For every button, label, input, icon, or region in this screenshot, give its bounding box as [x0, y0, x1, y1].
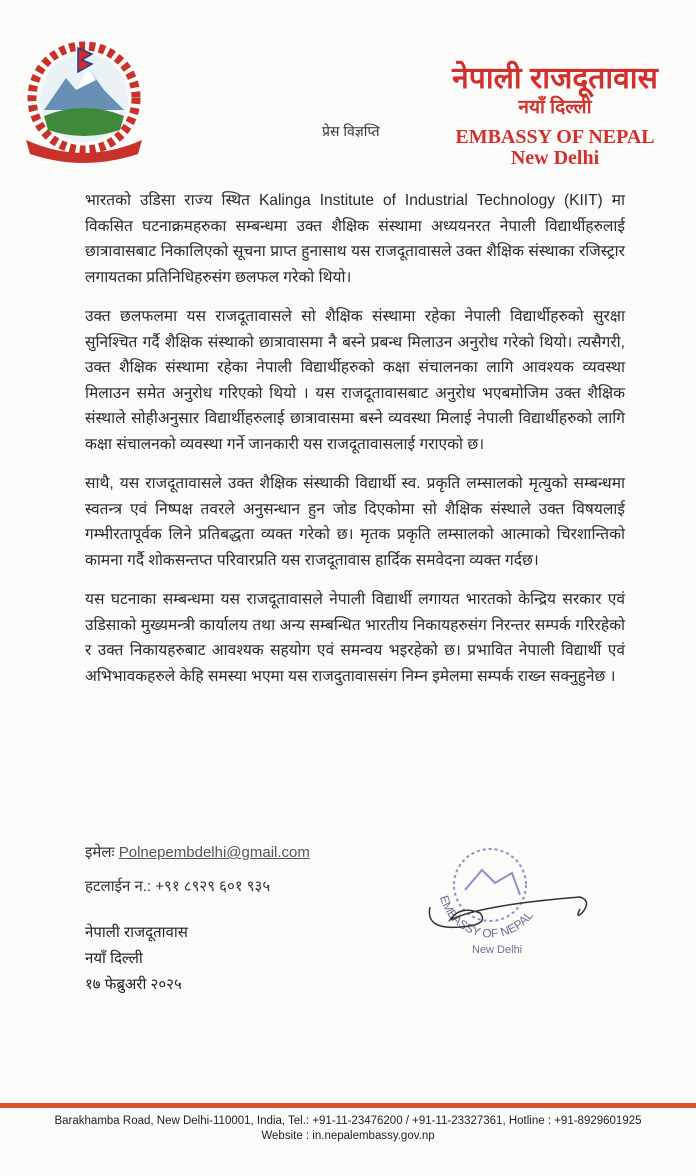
stamp-text: EMBASSY OF NEPAL [436, 893, 536, 941]
signature-date: १७ फेब्रुअरी २०२५ [85, 976, 182, 993]
letterhead-city-nepali: नयाँ दिल्ली [518, 97, 592, 118]
paragraph: भारतको उडिसा राज्य स्थित Kalinga Institute of Industrial Technology (KIIT) मा विकसित घटनाक्रमहरुका सम्बन्धमा उक्त शैक्षिक संस्थामा अध्ययनरत नेपाली विद्यार्थीहरुलाई छात्रावासबाट निकालिएको सूचना प्राप्त हुनासाथ यस राजदूतावासले उक्त शैक्षिक संस्थाका रजिस्ट्रार लगायतका प्रतिनिधिहरुसंग छलफल गरेको थियो। [85, 192, 625, 286]
email-label: इमेलः [85, 844, 115, 861]
paragraph: यस घटनाका सम्बन्धमा यस राजदूतावासले नेपाली विद्यार्थी लगायत भारतको केन्द्रिय सरकार एवं उडिसाको मुख्यमन्त्री कार्यालय तथा अन्य सम्बन्धित भारतीय निकायहरुसंग निरन्तर सम्पर्क गरिरहेको र उक्त निकायहरुबाट आवश्यक सहयोग एवं समन्वय भइरहेको छ। प्रभावित नेपाली विद्यार्थी एवं अभिभावकहरुले केहि समस्या भएमा यस राजदुतावाससंग निम्न इमेलमा सम्पर्क राख्न सक्नुहुनेछ । [85, 591, 625, 685]
hotline-label: हटलाईन न.: [85, 878, 152, 895]
email-link[interactable]: Polnepembdelhi@gmail.com [118, 844, 310, 861]
footer-divider [0, 1103, 696, 1108]
press-release-body [85, 188, 625, 703]
paragraph: साथै, यस राजदूतावासले उक्त शैक्षिक संस्थाकी विद्यार्थी स्व. प्रकृति लम्सालको मृत्युको सम्बन्धमा स्वतन्त्र एवं निष्पक्ष तवरले अनुसन्धान हुन जोड दिएकोमा सो शैक्षिक संस्थाले उक्त विषयलाई गम्भीरतापूर्वक लिने प्रतिबद्धता व्यक्त गरेको छ। मृतक प्रकृति लम्सालको आत्माको चिरशान्तिको कामना गर्दै शोकसन्तप्त परिवारप्रति यस राजदूतावास हार्दिक समवेदना व्यक्त गर्दछ। [85, 475, 625, 569]
letterhead-title-english: EMBASSY OF NEPAL [455, 126, 655, 148]
footer-address: Barakhamba Road, New Delhi-110001, India, Tel.: +91-11-23476200 / +91-11-23327361, Hotline : +91-8929601925 [54, 1115, 642, 1127]
hotline-number: +९१ ८९२९ ६०१ ९३५ [155, 878, 271, 895]
paragraph: उक्त छलफलमा यस राजदूतावासले सो शैक्षिक संस्थामा रहेका नेपाली विद्यार्थीहरुको सुरक्षा सुनिश्चित गर्दै शैक्षिक संस्थाको छात्रावासमा नै बस्ने प्रबन्ध मिलाउन अनुरोध गरेको थियो। त्यसैगरी, उक्त शैक्षिक संस्थामा रहेका नेपाली विद्यार्थीहरुको कक्षा संचालनका लागि आवश्यक व्यवस्था मिलाउन समेत अनुरोध गरिएको थियो । यस राजदूतावासबाट अनुरोध भएबमोजिम उक्त शैक्षिक संस्थाले सोहीअनुसार विद्यार्थीहरुलाई छात्रावासमा बस्ने व्यवस्था मिलाई नेपाली विद्यार्थीहरुको लागि कक्षा संचालनको व्यवस्था गर्ने जानकारी यस राजदूतावासलाई गराएको छ। [85, 308, 625, 453]
signature-block [85, 920, 188, 998]
signature-city: नयाँ दिल्ली [85, 950, 143, 967]
footer [0, 1114, 696, 1144]
letterhead-title-nepali: नेपाली राजदूतावास [452, 62, 658, 95]
signature-org: नेपाली राजदूतावास [85, 924, 188, 941]
letterhead-city-english: New Delhi [510, 147, 600, 169]
footer-website: Website : in.nepalembassy.gov.np [261, 1130, 435, 1142]
stamp-city: New Delhi [472, 944, 523, 956]
document-type-label: प्रेस विज्ञप्ति [322, 123, 380, 139]
email-line [85, 842, 310, 862]
embassy-stamp [420, 835, 590, 960]
hotline-line [85, 876, 270, 896]
letterhead [430, 62, 680, 168]
nepal-emblem-logo [14, 38, 154, 163]
